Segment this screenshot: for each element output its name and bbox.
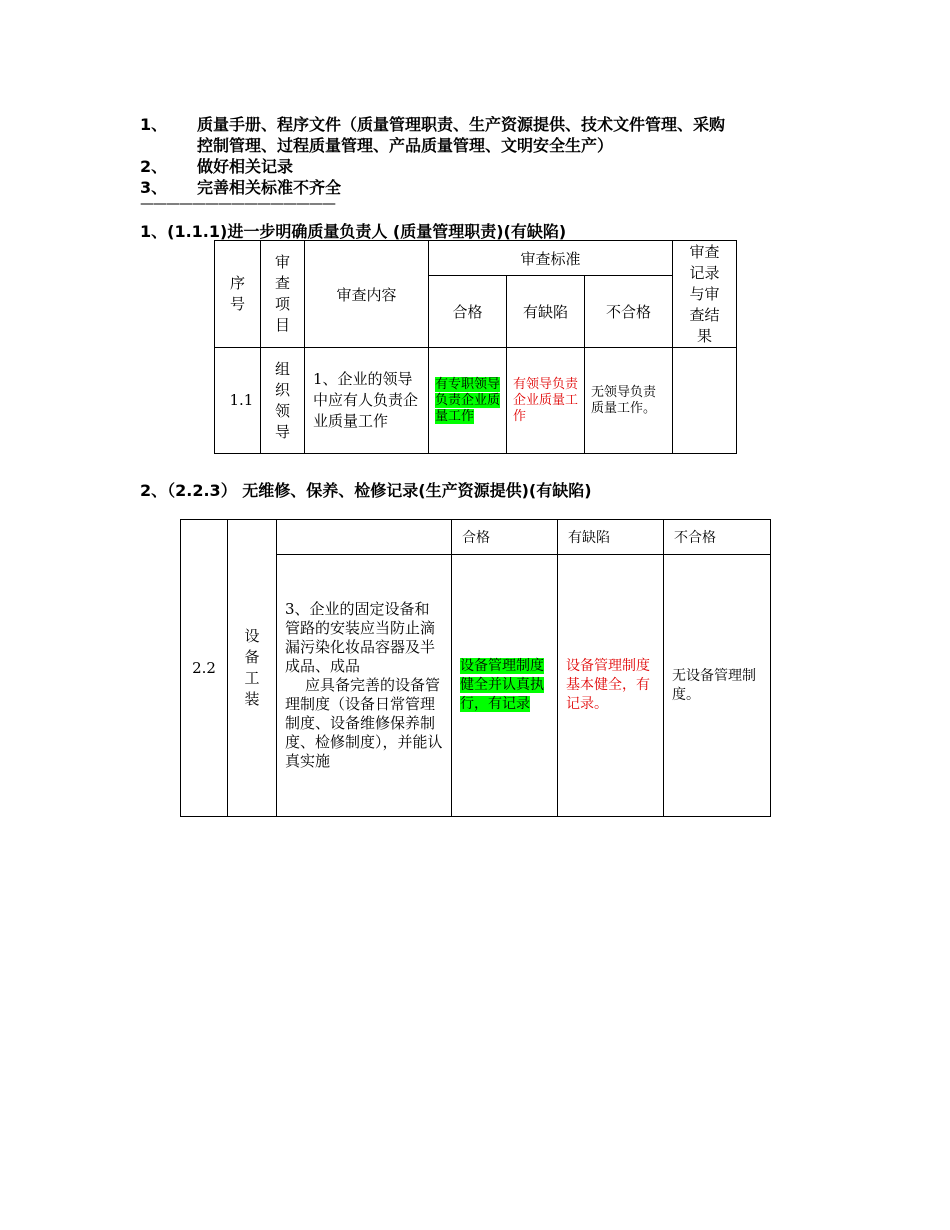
section-2-heading: 2、（2.2.3） 无维修、保养、检修记录(生产资源提供)(有缺陷) <box>140 481 592 500</box>
header-fail: 不合格 <box>664 520 771 555</box>
list-number: 2、 <box>140 157 168 176</box>
list-text: 完善相关标准不齐全 <box>197 178 342 197</box>
cell-content: 1、企业的领导中应有人负责企业质量工作 <box>305 348 429 454</box>
header-defect: 有缺陷 <box>507 276 585 348</box>
cell-ok <box>452 555 558 817</box>
list-text: 质量手册、程序文件（质量管理职责、生产资源提供、技术文件管理、采购 <box>197 115 726 134</box>
list-item <box>140 114 820 135</box>
header-standard: 审查标准 <box>429 241 673 276</box>
audit-table-2 <box>180 519 771 817</box>
section-1-heading: 1、(1.1.1)进一步明确质量负责人 (质量管理职责)(有缺陷) <box>140 222 567 241</box>
cell-ok <box>429 348 507 454</box>
cell-seq: 2.2 <box>181 520 228 817</box>
header-ok: 合格 <box>429 276 507 348</box>
highlighted-text: 设备管理制度健全并认真执行，有记录 <box>460 658 544 712</box>
list-text: 做好相关记录 <box>197 157 294 176</box>
header-defect: 有缺陷 <box>558 520 664 555</box>
cell-content: 3、企业的固定设备和管路的安装应当防止滴漏污染化妆品容器及半成品、成品 应具备完善的设备管理制度（设备日常管理制度、设备维修保养制度、检修制度），并能认真实施 <box>277 555 452 817</box>
cell-fail: 无设备管理制度。 <box>664 555 771 817</box>
list-number: 1、 <box>140 115 168 134</box>
cell-defect: 有领导负责企业质量工作 <box>507 348 585 454</box>
cell-item: 组织领导 <box>261 348 305 454</box>
cell-item: 设备工装 <box>228 520 277 817</box>
cell-record <box>673 348 737 454</box>
list-item <box>140 156 820 177</box>
separator-line: ——————————————— <box>140 196 335 212</box>
cell-fail: 无领导负责质量工作。 <box>585 348 673 454</box>
list-item <box>140 177 820 198</box>
content-continued: 应具备完善的设备管理制度（设备日常管理制度、设备维修保养制度、检修制度），并能认真实施 <box>285 676 443 770</box>
requirements-list <box>140 114 820 198</box>
header-content: 审查内容 <box>305 241 429 348</box>
header-item: 审查项目 <box>261 241 305 348</box>
list-text-continuation: 控制管理、过程质量管理、产品质量管理、文明安全生产） <box>197 136 614 155</box>
audit-table-1 <box>214 240 737 454</box>
header-ok: 合格 <box>452 520 558 555</box>
cell-seq: 1.1 <box>215 348 261 454</box>
highlighted-text: 有专职领导负责企业质量工作 <box>435 376 501 424</box>
cell-defect: 设备管理制度基本健全，有记录。 <box>558 555 664 817</box>
list-number: 3、 <box>140 178 168 197</box>
header-fail: 不合格 <box>585 276 673 348</box>
header-blank <box>277 520 452 555</box>
header-seq: 序号 <box>215 241 261 348</box>
header-record: 审查记录与审查结果 <box>673 241 737 348</box>
